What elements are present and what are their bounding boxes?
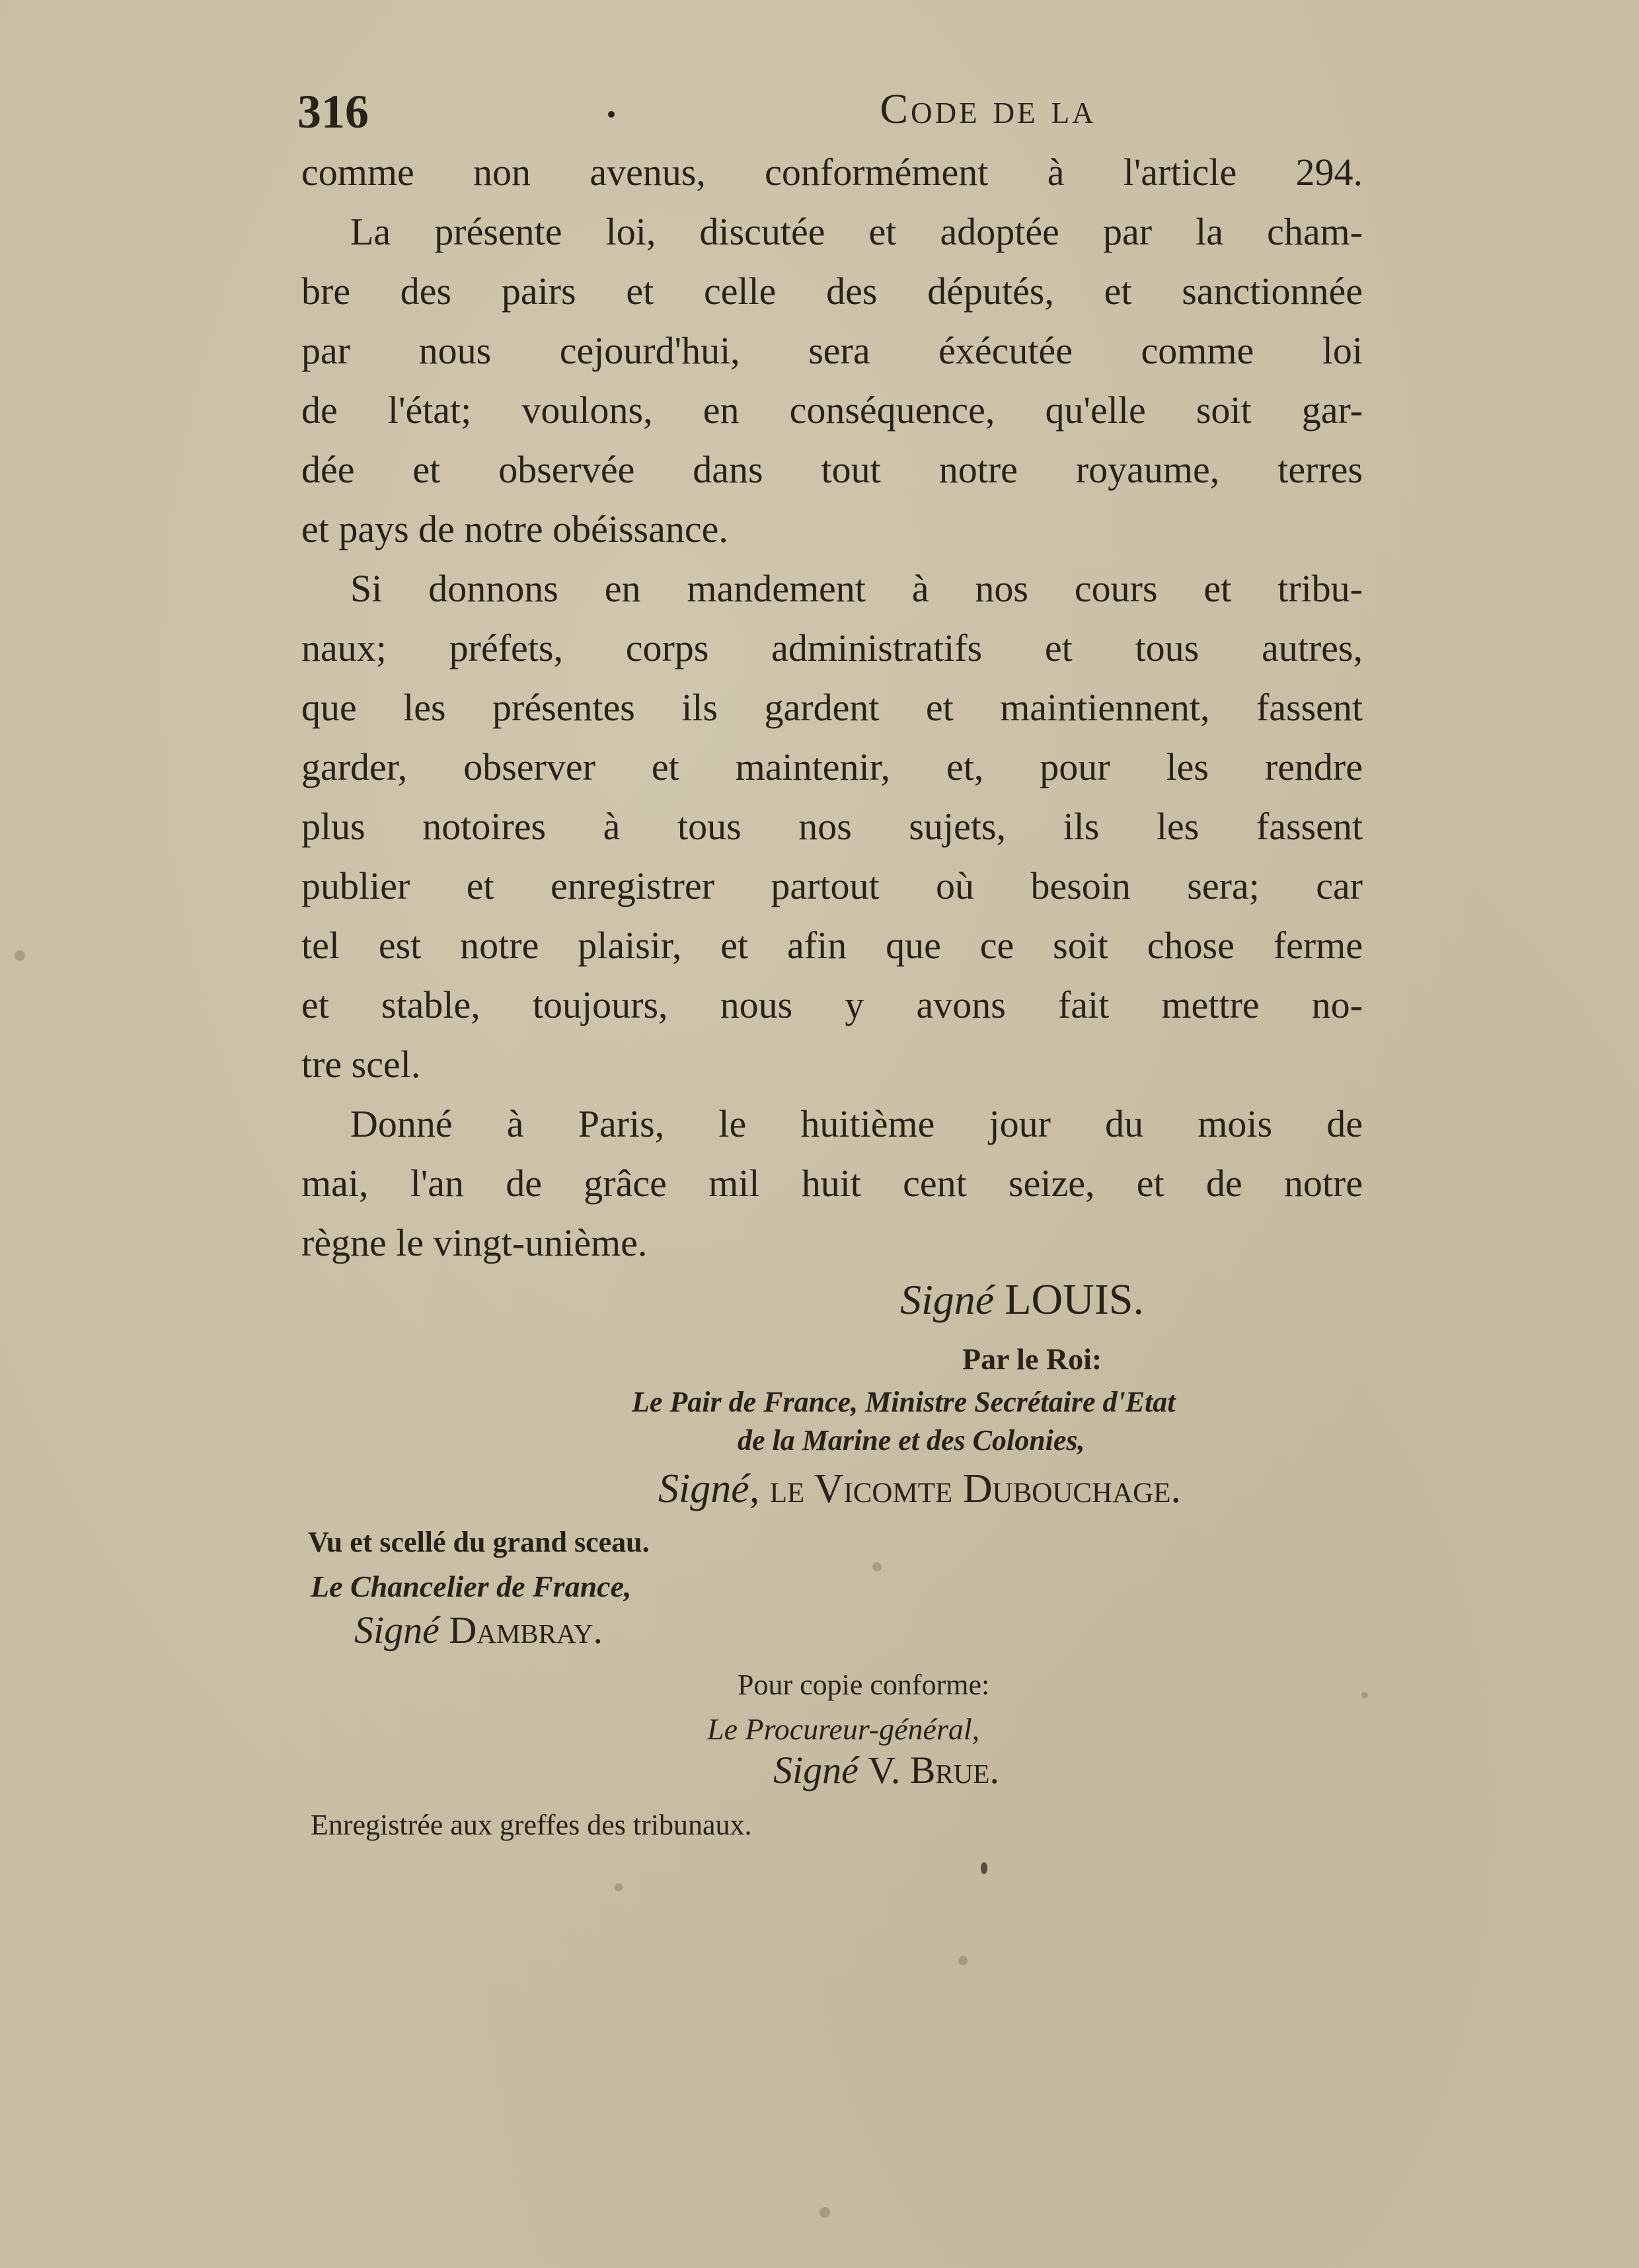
paper-speck [958, 1956, 968, 1965]
body-line: dée et observée dans tout notre royaume, terres [301, 448, 1363, 491]
body-line: tre scel. [301, 1043, 421, 1086]
body-line: et pays de notre obéissance. [301, 508, 728, 550]
body-line: de l'état; voulons, en conséquence, qu'elle soit gar- [301, 389, 1363, 432]
body-line: La présente loi, discutée et adoptée par la cham- [350, 210, 1363, 253]
procureur-title: Le Procureur-général, [707, 1712, 980, 1746]
minister-title-line-1: Le Pair de France, Ministre Secrétaire d'Etat [632, 1386, 1176, 1418]
body-line: Si donnons en mandement à nos cours et tribu- [350, 567, 1363, 610]
registration-note: Enregistrée aux greffes des tribunaux. [311, 1809, 752, 1841]
body-line: Donné à Paris, le huitième jour du mois de [350, 1102, 1363, 1145]
king-signe-label: Signé [900, 1276, 995, 1323]
body-line: que les présentes ils gardent et maintiennent, fassent [301, 686, 1363, 729]
paper-speck [872, 1562, 882, 1571]
par-le-roi: Par le Roi: [962, 1342, 1102, 1376]
body-line: et stable, toujours, nous y avons fait mettre no- [301, 983, 1363, 1026]
minister-signature [658, 1468, 1181, 1509]
body-line: naux; préfets, corps administratifs et tous autres, [301, 626, 1363, 669]
minister-title-line-2: de la Marine et des Colonies, [738, 1424, 1085, 1456]
chancellor-title: Le Chancelier de France, [311, 1569, 632, 1603]
page-header [297, 85, 1368, 144]
header-ornament-dot [608, 111, 615, 118]
king-name: LOUIS. [1005, 1275, 1145, 1324]
minister-signe-label: Signé, [658, 1466, 760, 1511]
paper-speck [1361, 1692, 1368, 1698]
body-line: comme non avenus, conformément à l'article 294. [301, 151, 1363, 194]
page-number: 316 [297, 85, 369, 138]
paper-speck [615, 1883, 623, 1891]
procureur-signature [773, 1751, 999, 1790]
chancellor-signature [354, 1608, 603, 1651]
body-line: par nous cejourd'hui, sera éxécutée comme loi [301, 329, 1363, 372]
body-line: mai, l'an de grâce mil huit cent seize, et de notre [301, 1162, 1363, 1205]
procureur-name: V. Brue. [868, 1749, 999, 1792]
king-signature [900, 1275, 1145, 1324]
running-title: Code de la [880, 85, 1096, 132]
paper-speck [820, 2207, 830, 2218]
chancellor-name: Dambray. [449, 1608, 603, 1651]
body-line: règne le vingt-unième. [301, 1221, 648, 1264]
seal-note: Vu et scellé du grand sceau. [308, 1526, 650, 1558]
paper-speck [15, 950, 25, 961]
body-line: garder, observer et maintenir, et, pour les rendre [301, 745, 1363, 788]
copy-note: Pour copie conforme: [738, 1669, 990, 1701]
chancellor-signe-label: Signé [354, 1608, 439, 1651]
body-line: publier et enregistrer partout où besoin sera; car [301, 864, 1363, 907]
body-line: plus notoires à tous nos sujets, ils les fassent [301, 805, 1363, 848]
body-line: tel est notre plaisir, et afin que ce soit chose ferme [301, 924, 1363, 967]
body-line: bre des pairs et celle des députés, et sanctionnée [301, 270, 1363, 313]
procureur-signe-label: Signé [773, 1749, 858, 1792]
minister-name: le Vicomte Dubouchage. [769, 1466, 1181, 1511]
paper-speck [981, 1862, 987, 1874]
